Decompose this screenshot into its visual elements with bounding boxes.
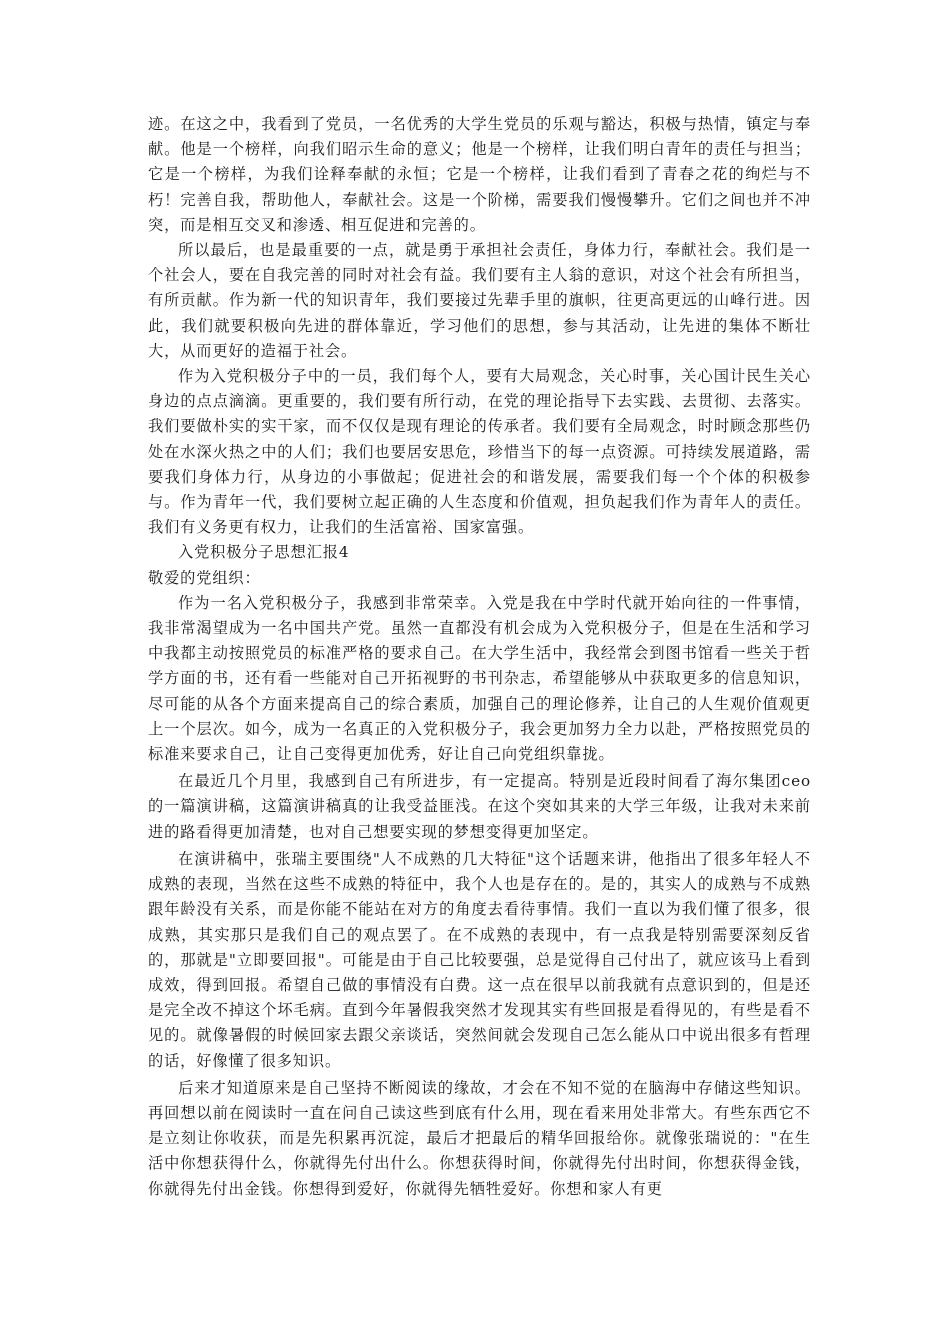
paragraph-recent-progress: 在最近几个月里，我感到自己有所进步，有一定提高。特别是近段时间看了海尔集团ceo的一篇演讲稿，这篇演讲稿真的让我受益匪浅。在这个突如其来的大学三年级，让我对未来前进的路看得更加清楚，也对自己想要实现的梦想变得更加坚定。	[148, 772, 811, 841]
paragraph-social-responsibility: 所以最后，也是最重要的一点，就是勇于承担社会责任，身体力行，奉献社会。我们是一个社会人，要在自我完善的同时对社会有益。我们要有主人翁的意识，对这个社会有所担当，有所贡献。作为新一代的知识青年，我们要接过先辈手里的旗帜，往更高更远的山峰行进。因此，我们就要积极向先进的群体靠近，学习他们的思想，参与其活动，让先进的集体不断壮大，从而更好的造福于社会。	[148, 241, 811, 360]
paragraph-reading-habit: 后来才知道原来是自己坚持不断阅读的缘故，才会在不知不觉的在脑海中存储这些知识。再回想以前在阅读时一直在问自己读这些到底有什么用，现在看来用处非常大。有些东西它不是立刻让你收获，而是先积累再沉淀，最后才把最后的精华回报给你。就像张瑞说的："在生活中你想获得什么，你就得先付出什么。你想获得时间，你就得先付出时间，你想获得金钱，你就得先付出金钱。你想得到爱好，你就得先牺牲爱好。你想和家人有更	[148, 1078, 811, 1198]
paragraph-speech-reflection: 在演讲稿中，张瑞主要围绕"人不成熟的几大特征"这个话题来讲，他指出了很多年轻人不成熟的表现，当然在这些不成熟的特征中，我个人也是存在的。是的，其实人的成熟与不成熟跟年龄没有关系，而是你能不能站在对方的角度去看待事情。我们一直以为我们懂了很多，很成熟，其实那只是我们自己的观点罢了。在不成熟的表现中，有一点我是特别需要深刻反省的，那就是"立即要回报"。可能是由于自己比较要强，总是觉得自己付出了，就应该马上看到成效，得到回报。希望自己做的事情没有白费。这一点在很早以前我就有点意识到的，但是还是完全改不掉这个坏毛病。直到今年暑假我突然才发现其实有些回报是看得见的，有些是看不见的。就像暑假的时候回家去跟父亲谈话，突然间就会发现自己怎么能从口中说出很多有哲理的话，好像懂了很多知识。	[148, 849, 811, 1070]
paragraph-party-activist-role: 作为入党积极分子中的一员，我们每个人，要有大局观念，关心时事，关心国计民生关心身边的点点滴滴。更重要的，我们要有所行动，在党的理论指导下去实践、去贯彻、去落实。我们要做朴实的实干家，而不仅仅是现有理论的传承者。我们要有全局观念，时时顾念那些仍处在水深火热之中的人们；我们也要居安思危，珍惜当下的每一点资源。可持续发展道路，需要我们身体力行，从身边的小事做起；促进社会的和谐发展，需要我们每一个个体的积极参与。作为青年一代，我们要树立起正确的人生态度和价值观，担负起我们作为青年人的责任。我们有义务更有权力，让我们的生活富裕、国家富强。	[148, 367, 811, 537]
document-page	[148, 112, 811, 1202]
section-title: 入党积极分子思想汇报4	[178, 543, 350, 562]
salutation: 敬爱的党组织：	[148, 568, 261, 587]
paragraph-honored: 作为一名入党积极分子，我感到非常荣幸。入党是我在中学时代就开始向往的一件事情，我非常渴望成为一名中国共产党。虽然一直都没有机会成为入党积极分子，但是在生活和学习中我都主动按照党员的标准严格的要求自己。在大学生活中，我经常会到图书馆看一些关于哲学方面的书，还有看一些能对自己开拓视野的书刊杂志，希望能够从中获取更多的信息知识，尽可能的从各个方面来提高自己的综合素质，加强自己的理论修养，让自己的人生观价值观更上一个层次。如今，成为一名真正的入党积极分子，我会更加努力全力以赴，严格按照党员的标准来要求自己，让自己变得更加优秀，好让自己向党组织靠拢。	[148, 593, 811, 764]
paragraph-continuation: 迹。在这之中，我看到了党员，一名优秀的大学生党员的乐观与豁达，积极与热情，镇定与奉献。他是一个榜样，向我们昭示生命的意义；他是一个榜样，让我们明白青年的责任与担当；它是一个榜样，为我们诠释奉献的永恒；它是一个榜样，让我们看到了青春之花的绚烂与不朽！完善自我，帮助他人，奉献社会。这是一个阶梯，需要我们慢慢攀升。它们之间也并不冲突，而是相互交叉和渗透、相互促进和完善的。	[148, 115, 811, 234]
